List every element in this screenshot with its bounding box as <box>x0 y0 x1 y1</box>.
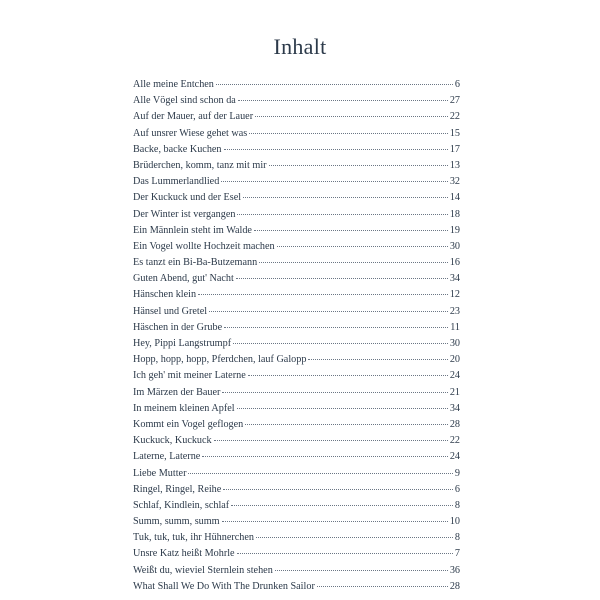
dot-leader <box>209 311 448 312</box>
toc-entry-page-number: 30 <box>449 338 460 349</box>
toc-entry-page-number: 8 <box>454 532 460 544</box>
toc-entry-page-number: 27 <box>449 95 460 107</box>
toc-entry-title: Ringel, Ringel, Reihe <box>133 483 222 495</box>
toc-entry <box>133 109 460 125</box>
dot-leader <box>237 553 453 554</box>
toc-entry <box>133 190 460 206</box>
toc-entry-title: Unsre Katz heißt Mohrle <box>133 548 235 560</box>
dot-leader <box>233 343 448 344</box>
toc-entry-title: Laterne, Laterne <box>133 451 201 463</box>
toc-entry-page-number: 22 <box>449 435 460 447</box>
dot-leader <box>214 440 448 441</box>
toc-entry <box>133 158 460 174</box>
toc-entry <box>133 563 460 579</box>
dot-leader <box>248 375 448 376</box>
toc-entry-page-number: 10 <box>449 516 460 528</box>
toc-entry <box>133 142 460 158</box>
dot-leader <box>222 392 447 393</box>
dot-leader <box>216 84 453 85</box>
toc-entry-page-number: 19 <box>449 224 460 236</box>
toc-entry <box>133 385 460 401</box>
toc-entry <box>133 352 460 368</box>
toc-entry-page-number: 28 <box>449 418 460 430</box>
dot-leader <box>269 165 448 166</box>
toc-entry <box>133 287 460 303</box>
toc-entry-page-number: 23 <box>449 305 460 317</box>
toc-entry <box>133 498 460 514</box>
toc-entry-title: Hänschen klein <box>133 289 197 301</box>
toc-entry-title: Hänsel und Gretel <box>133 305 208 317</box>
dot-leader <box>249 133 448 134</box>
toc-entry <box>133 271 460 287</box>
toc-entry-title: In meinem kleinen Apfel <box>133 402 235 414</box>
dot-leader <box>224 149 448 150</box>
toc-entry <box>133 546 460 562</box>
toc-entry <box>133 223 460 239</box>
dot-leader <box>237 214 447 215</box>
dot-leader <box>277 246 448 247</box>
toc-entry <box>133 482 460 498</box>
toc-entry <box>133 449 460 465</box>
dot-leader <box>222 521 448 522</box>
dot-leader <box>275 570 448 571</box>
dot-leader <box>221 181 448 182</box>
toc-entry-title: Auf der Mauer, auf der Lauer <box>133 111 254 123</box>
dot-leader <box>255 116 448 117</box>
toc-entry-title: Schlaf, Kindlein, schlaf <box>133 499 230 511</box>
dot-leader <box>259 262 448 263</box>
toc-entry-page-number: 22 <box>449 111 460 123</box>
toc-entry-title: Liebe Mutter <box>133 467 187 479</box>
toc-entry-page-number: 12 <box>449 289 460 301</box>
dot-leader <box>308 359 447 360</box>
toc-entry-title: Ein Männlein steht im Walde <box>133 224 252 236</box>
toc-entry-page-number: 14 <box>449 192 460 204</box>
toc-entry-page-number: 36 <box>449 564 460 576</box>
toc-entry-title: Ein Vogel wollte Hochzeit machen <box>133 240 275 252</box>
toc-entry-page-number: 17 <box>449 143 460 155</box>
toc-entry-page-number: 21 <box>449 386 460 398</box>
toc-entry-page-number: 34 <box>449 273 460 285</box>
dot-leader <box>317 586 448 587</box>
dot-leader <box>238 100 448 101</box>
toc-entry-page-number: 34 <box>449 402 460 414</box>
toc-entry <box>133 401 460 417</box>
toc-entry-title: What Shall We Do With The Drunken Sailor <box>133 580 315 592</box>
toc-entry-title: Im Märzen der Bauer <box>133 386 221 398</box>
toc-entry-title: Weißt du, wieviel Sternlein stehen <box>133 564 273 576</box>
table-of-contents <box>133 77 460 595</box>
dot-leader <box>254 230 448 231</box>
toc-entry <box>133 320 460 336</box>
toc-entry-title: Ich geh' mit meiner Laterne <box>133 370 246 382</box>
toc-entry-title: Alle Vögel sind schon da <box>133 95 236 107</box>
toc-entry-page-number: 6 <box>454 483 460 495</box>
toc-entry-page-number: 11 <box>450 321 460 333</box>
toc-entry-page-number: 28 <box>449 580 460 592</box>
toc-entry-title: Guten Abend, gut' Nacht <box>133 273 234 285</box>
toc-entry <box>133 433 460 449</box>
toc-entry <box>133 255 460 271</box>
dot-leader <box>188 473 452 474</box>
toc-entry <box>133 239 460 255</box>
toc-entry-page-number: 30 <box>449 240 460 252</box>
toc-entry <box>133 466 460 482</box>
toc-entry <box>133 368 460 384</box>
toc-entry <box>133 579 460 595</box>
dot-leader <box>236 278 448 279</box>
toc-entry-title: Hopp, hopp, hopp, Pferdchen, lauf Galopp <box>133 354 307 366</box>
toc-entry-page-number: 9 <box>454 467 460 479</box>
toc-entry-title: Kuckuck, Kuckuck <box>133 435 212 447</box>
dot-leader <box>237 408 448 409</box>
toc-entry-page-number: 20 <box>449 354 460 366</box>
dot-leader <box>224 327 448 328</box>
page-title: Inhalt <box>273 34 327 59</box>
toc-entry-page-number: 18 <box>449 208 460 220</box>
toc-entry-page-number: 7 <box>454 548 460 560</box>
toc-entry <box>133 207 460 223</box>
toc-entry-title: Backe, backe Kuchen <box>133 143 222 155</box>
toc-entry-title: Brüderchen, komm, tanz mit mir <box>133 159 267 171</box>
dot-leader <box>202 456 448 457</box>
toc-entry-title: Häschen in der Grube <box>133 321 223 333</box>
toc-entry-page-number: 16 <box>449 257 460 269</box>
toc-entry-title: Summ, summ, summ <box>133 516 220 528</box>
toc-entry-page-number: 32 <box>449 176 460 188</box>
toc-entry-title: Das Lummerlandlied <box>133 176 220 188</box>
toc-entry-page-number: 24 <box>449 451 460 463</box>
toc-entry-page-number: 15 <box>449 127 460 139</box>
toc-entry-title: Hey, Pippi Langstrumpf <box>133 338 232 349</box>
toc-entry <box>133 304 460 320</box>
toc-entry <box>133 514 460 530</box>
dot-leader <box>223 489 453 490</box>
dot-leader <box>243 197 448 198</box>
toc-entry-title: Es tanzt ein Bi-Ba-Butzemann <box>133 257 258 269</box>
toc-entry <box>133 336 460 352</box>
toc-entry-title: Tuk, tuk, tuk, ihr Hühnerchen <box>133 532 255 544</box>
toc-entry-page-number: 6 <box>454 79 460 90</box>
toc-entry-title: Der Kuckuck und der Esel <box>133 192 242 204</box>
toc-entry-title: Der Winter ist vergangen <box>133 208 236 220</box>
toc-entry <box>133 93 460 109</box>
toc-entry-title: Auf unsrer Wiese gehet was <box>133 127 248 139</box>
toc-entry <box>133 126 460 142</box>
toc-entry-page-number: 13 <box>449 159 460 171</box>
toc-entry-title: Kommt ein Vogel geflogen <box>133 418 244 430</box>
toc-entry-page-number: 24 <box>449 370 460 382</box>
toc-entry <box>133 77 460 93</box>
dot-leader <box>198 294 448 295</box>
toc-entry <box>133 174 460 190</box>
dot-leader <box>245 424 448 425</box>
dot-leader <box>256 537 453 538</box>
toc-entry-title: Alle meine Entchen <box>133 79 214 90</box>
toc-entry-page-number: 8 <box>454 499 460 511</box>
toc-entry <box>133 530 460 546</box>
dot-leader <box>231 505 453 506</box>
toc-entry <box>133 417 460 433</box>
